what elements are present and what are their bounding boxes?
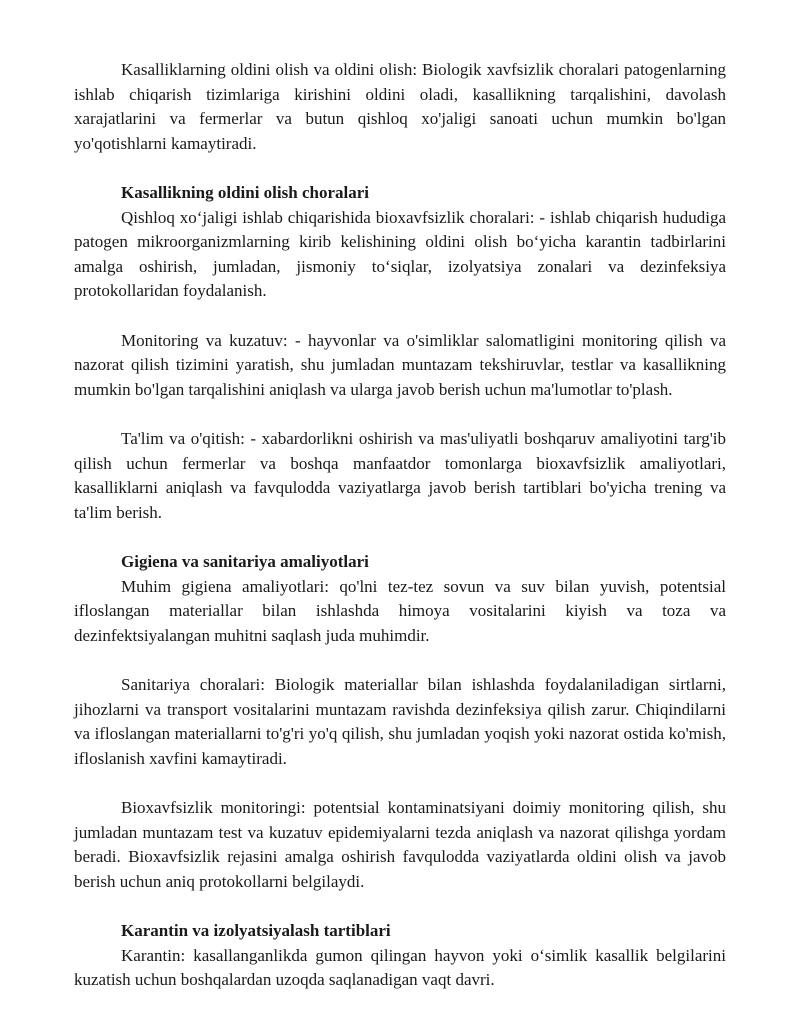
paragraph-biosecurity-monitoring: Bioxavfsizlik monitoringi: potentsial kontaminatsiyani doimiy monitoring qilish, shu jumladan muntazam test va kuzatuv epidemiyalarni tezda aniqlash va nazorat qilishga yordam beradi. Bioxavfsizlik rejasini amalga oshirish favqulodda vaziyatlarda oldini olish va javob berish uchun aniq protokollarni belgilaydi. (74, 798, 726, 891)
paragraph-biosecurity-measures: Qishloq xo‘jaligi ishlab chiqarishida bioxavfsizlik choralari: - ishlab chiqarish hududiga patogen mikroorganizmlarning kirib kelishining oldini olish bo‘yicha karantin tadbirlarini amalga oshirish, jumladan, jismoniy to‘siqlar, izolyatsiya zonalari va dezinfeksiya protokollaridan foydalanish. (74, 207, 726, 300)
paragraph-quarantine: Karantin: kasallanganlikda gumon qilingan hayvon yoki o‘simlik kasallik belgilarini kuzatish uchun boshqalardan uzoqda saqlanadigan vaqt davri. (74, 945, 726, 989)
heading-hygiene-sanitation: Gigiena va sanitariya amaliyotlari (121, 552, 369, 571)
paragraph-hygiene-practices: Muhim gigiena amaliyotlari: qo'lni tez-tez sovun va suv bilan yuvish, potentsial ifloslangan materiallar bilan ishlashda himoya vositalarini kiyish va toza va dezinfektsiyalangan muhitni saqlash juda muhimdir. (74, 576, 726, 645)
document-page (74, 58, 726, 993)
heading-disease-prevention-measures: Kasallikning oldini olish choralari (121, 183, 369, 202)
heading-quarantine-isolation: Karantin va izolyatsiyalash tartiblari (121, 921, 391, 940)
paragraph-monitoring: Monitoring va kuzatuv: - hayvonlar va o'simliklar salomatligini monitoring qilish va nazorat qilish tizimini yaratish, shu jumladan muntazam tekshiruvlar, testlar va kasallikning mumkin bo'lgan tarqalishini aniqlash va ularga javob berish uchun ma'lumotlar to'plash. (74, 330, 726, 399)
paragraph-education: Ta'lim va o'qitish: - xabardorlikni oshirish va mas'uliyatli boshqaruv amaliyotini targ'ib qilish uchun fermerlar va boshqa manfaatdor tomonlarga bioxavfsizlik amaliyotlari, kasalliklarni aniqlash va favqulodda vaziyatlarga javob berish tartiblari bo'yicha trening va ta'lim berish. (74, 429, 726, 522)
paragraph-disease-prevention-intro: Kasalliklarning oldini olish va oldini olish: Biologik xavfsizlik choralari patogenlarning ishlab chiqarish tizimlariga kirishini oldini oladi, kasallikning tarqalishini, davolash xarajatlarini va fermerlar va butun qishloq xo'jaligi sanoati uchun mumkin bo'lgan yo'qotishlarni kamaytiradi. (74, 60, 726, 153)
paragraph-sanitation-measures: Sanitariya choralari: Biologik materiallar bilan ishlashda foydalaniladigan sirtlarni, jihozlarni va transport vositalarini muntazam ravishda dezinfeksiya qilish zarur. Chiqindilarni va ifloslangan materiallarni to'g'ri yo'q qilish, shu jumladan yoqish yoki nazorat ostida ko'mish, ifloslanish xavfini kamaytiradi. (74, 675, 726, 768)
